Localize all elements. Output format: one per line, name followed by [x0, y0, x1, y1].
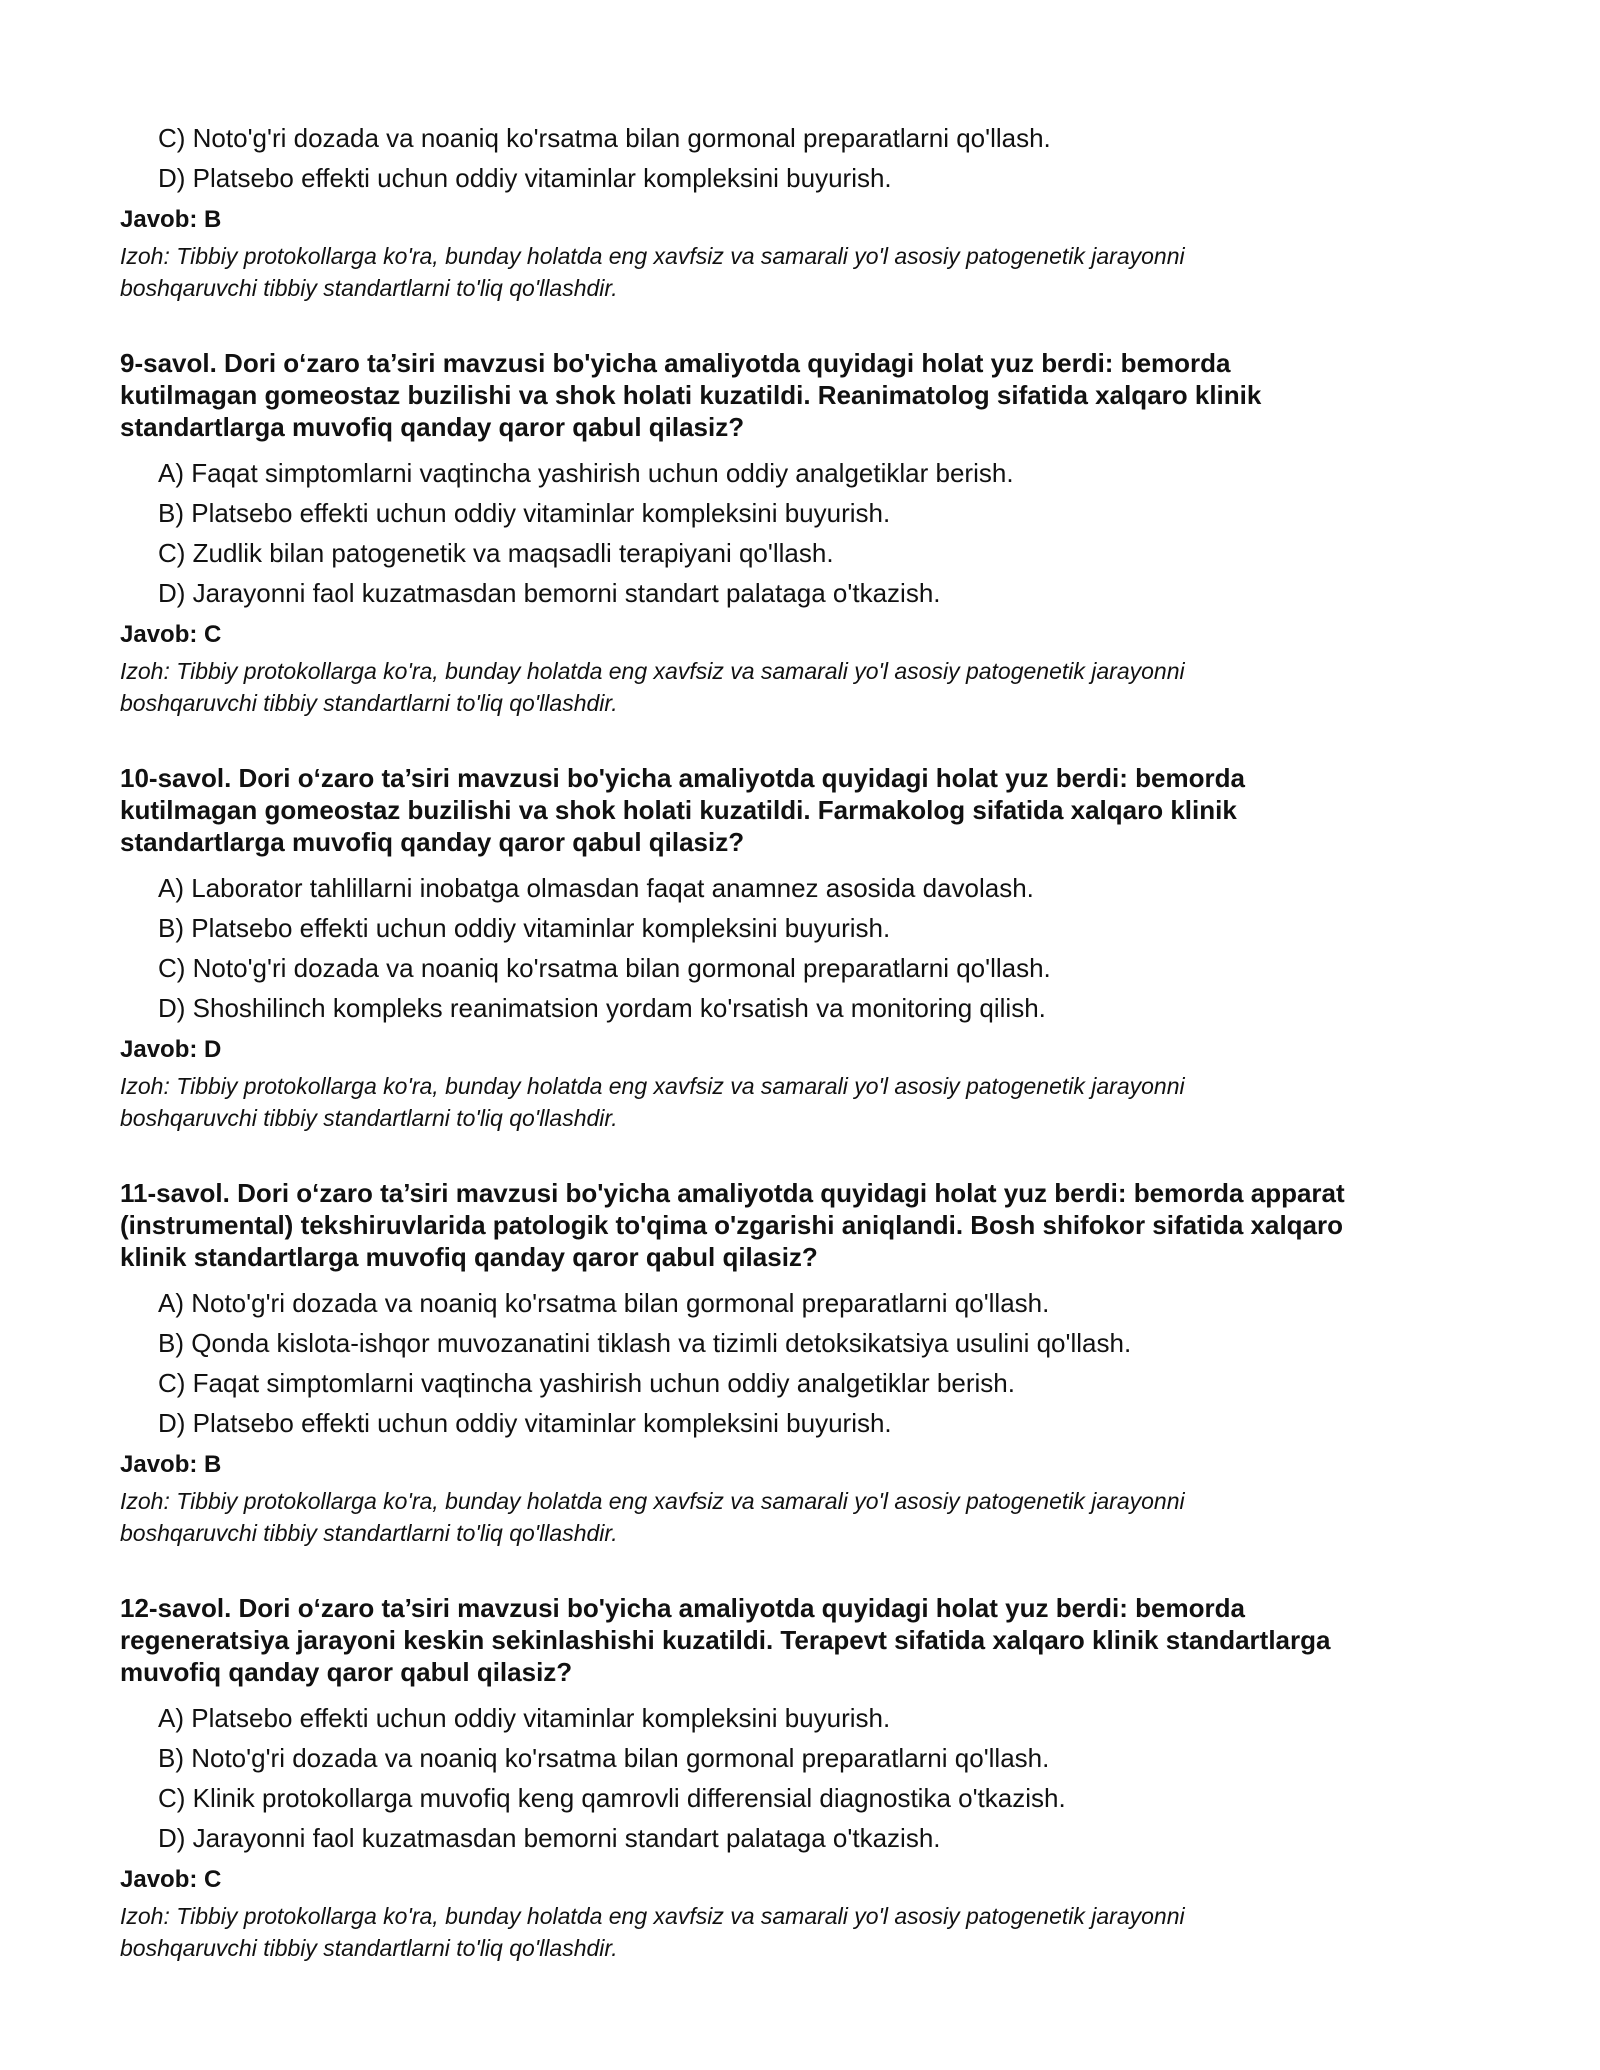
explanation [120, 1070, 1500, 1134]
explanation-line: boshqaruvchi tibbiy standartlarni to'liq qo'llashdir. [120, 1105, 618, 1131]
question-text [120, 1177, 1500, 1273]
explanation [120, 240, 1500, 304]
explanation-line: boshqaruvchi tibbiy standartlarni to'liq qo'llashdir. [120, 690, 618, 716]
answer-option: A) Platsebo effekti uchun oddiy vitaminlar kompleksini buyurish. [158, 1703, 891, 1733]
question-block-11 [120, 1177, 1500, 1549]
correct-answer: Javob: B [120, 1451, 222, 1478]
question-line: klinik standartlarga muvofiq qanday qaror qabul qilasiz? [120, 1242, 818, 1272]
explanation-line: boshqaruvchi tibbiy standartlarni to'liq qo'llashdir. [120, 1935, 618, 1961]
answer-option: C) Zudlik bilan patogenetik va maqsadli terapiyani qo'llash. [158, 538, 834, 568]
explanation [120, 655, 1500, 719]
question-line: muvofiq qanday qaror qabul qilasiz? [120, 1657, 573, 1687]
explanation-line: Izoh: Tibbiy protokollarga ko'ra, bunday holatda eng xavfsiz va samarali yo'l asosiy patogenetik jarayonni [120, 243, 1185, 269]
answer-option: C) Noto'g'ri dozada va noaniq ko'rsatma bilan gormonal preparatlarni qo'llash. [158, 953, 1051, 983]
answer-option: D) Shoshilinch kompleks reanimatsion yordam ko'rsatish va monitoring qilish. [158, 993, 1046, 1023]
question-line: (instrumental) tekshiruvlarida patologik to'qima o'zgarishi aniqlandi. Bosh shifokor sifatida xalqaro [120, 1210, 1344, 1240]
correct-answer: Javob: C [120, 621, 222, 648]
explanation-line: Izoh: Tibbiy protokollarga ko'ra, bunday holatda eng xavfsiz va samarali yo'l asosiy patogenetik jarayonni [120, 1073, 1185, 1099]
explanation-line: Izoh: Tibbiy protokollarga ko'ra, bunday holatda eng xavfsiz va samarali yo'l asosiy patogenetik jarayonni [120, 658, 1185, 684]
question-block-12 [120, 1592, 1500, 1964]
correct-answer: Javob: D [120, 1036, 222, 1063]
answer-option: B) Platsebo effekti uchun oddiy vitaminlar kompleksini buyurish. [158, 498, 891, 528]
question-text [120, 1592, 1500, 1688]
answer-option: A) Noto'g'ri dozada va noaniq ko'rsatma bilan gormonal preparatlarni qo'llash. [158, 1288, 1050, 1318]
question-text [120, 762, 1500, 858]
document-page [120, 118, 1500, 1964]
question-line: standartlarga muvofiq qanday qaror qabul qilasiz? [120, 412, 745, 442]
explanation [120, 1485, 1500, 1549]
explanation-line: Izoh: Tibbiy protokollarga ko'ra, bunday holatda eng xavfsiz va samarali yo'l asosiy patogenetik jarayonni [120, 1488, 1185, 1514]
answer-option: D) Jarayonni faol kuzatmasdan bemorni standart palataga o'tkazish. [158, 578, 941, 608]
explanation-line: Izoh: Tibbiy protokollarga ko'ra, bunday holatda eng xavfsiz va samarali yo'l asosiy patogenetik jarayonni [120, 1903, 1185, 1929]
question-line: 9-savol. Dori o‘zaro ta’siri mavzusi bo'yicha amaliyotda quyidagi holat yuz berdi: bemorda [120, 348, 1231, 378]
answer-option: A) Laborator tahlillarni inobatga olmasdan faqat anamnez asosida davolash. [158, 873, 1034, 903]
answer-option: D) Platsebo effekti uchun oddiy vitaminlar kompleksini buyurish. [158, 163, 892, 193]
answer-option: B) Qonda kislota-ishqor muvozanatini tiklash va tizimli detoksikatsiya usulini qo'llash. [158, 1328, 1132, 1358]
question-line: 12-savol. Dori o‘zaro ta’siri mavzusi bo'yicha amaliyotda quyidagi holat yuz berdi: bemorda [120, 1593, 1245, 1623]
correct-answer: Javob: B [120, 206, 222, 233]
question-text [120, 347, 1500, 443]
question-line: kutilmagan gomeostaz buzilishi va shok holati kuzatildi. Farmakolog sifatida xalqaro klinik [120, 795, 1237, 825]
question-block-10 [120, 762, 1500, 1134]
question-block-9 [120, 347, 1500, 719]
question-block-partial [120, 118, 1500, 304]
answer-option: C) Faqat simptomlarni vaqtincha yashirish uchun oddiy analgetiklar berish. [158, 1368, 1015, 1398]
answer-option: A) Faqat simptomlarni vaqtincha yashirish uchun oddiy analgetiklar berish. [158, 458, 1014, 488]
question-line: standartlarga muvofiq qanday qaror qabul qilasiz? [120, 827, 745, 857]
explanation-line: boshqaruvchi tibbiy standartlarni to'liq qo'llashdir. [120, 275, 618, 301]
correct-answer: Javob: C [120, 1866, 222, 1893]
answer-option: B) Platsebo effekti uchun oddiy vitaminlar kompleksini buyurish. [158, 913, 891, 943]
question-line: 11-savol. Dori o‘zaro ta’siri mavzusi bo'yicha amaliyotda quyidagi holat yuz berdi: bemorda apparat [120, 1178, 1345, 1208]
explanation [120, 1900, 1500, 1964]
question-line: regeneratsiya jarayoni keskin sekinlashishi kuzatildi. Terapevt sifatida xalqaro klinik standartlarga [120, 1625, 1331, 1655]
answer-option: B) Noto'g'ri dozada va noaniq ko'rsatma bilan gormonal preparatlarni qo'llash. [158, 1743, 1050, 1773]
question-line: 10-savol. Dori o‘zaro ta’siri mavzusi bo'yicha amaliyotda quyidagi holat yuz berdi: bemorda [120, 763, 1245, 793]
explanation-line: boshqaruvchi tibbiy standartlarni to'liq qo'llashdir. [120, 1520, 618, 1546]
question-line: kutilmagan gomeostaz buzilishi va shok holati kuzatildi. Reanimatolog sifatida xalqaro klinik [120, 380, 1262, 410]
answer-option: D) Jarayonni faol kuzatmasdan bemorni standart palataga o'tkazish. [158, 1823, 941, 1853]
answer-option: C) Noto'g'ri dozada va noaniq ko'rsatma bilan gormonal preparatlarni qo'llash. [158, 123, 1051, 153]
answer-option: C) Klinik protokollarga muvofiq keng qamrovli differensial diagnostika o'tkazish. [158, 1783, 1066, 1813]
answer-option: D) Platsebo effekti uchun oddiy vitaminlar kompleksini buyurish. [158, 1408, 892, 1438]
